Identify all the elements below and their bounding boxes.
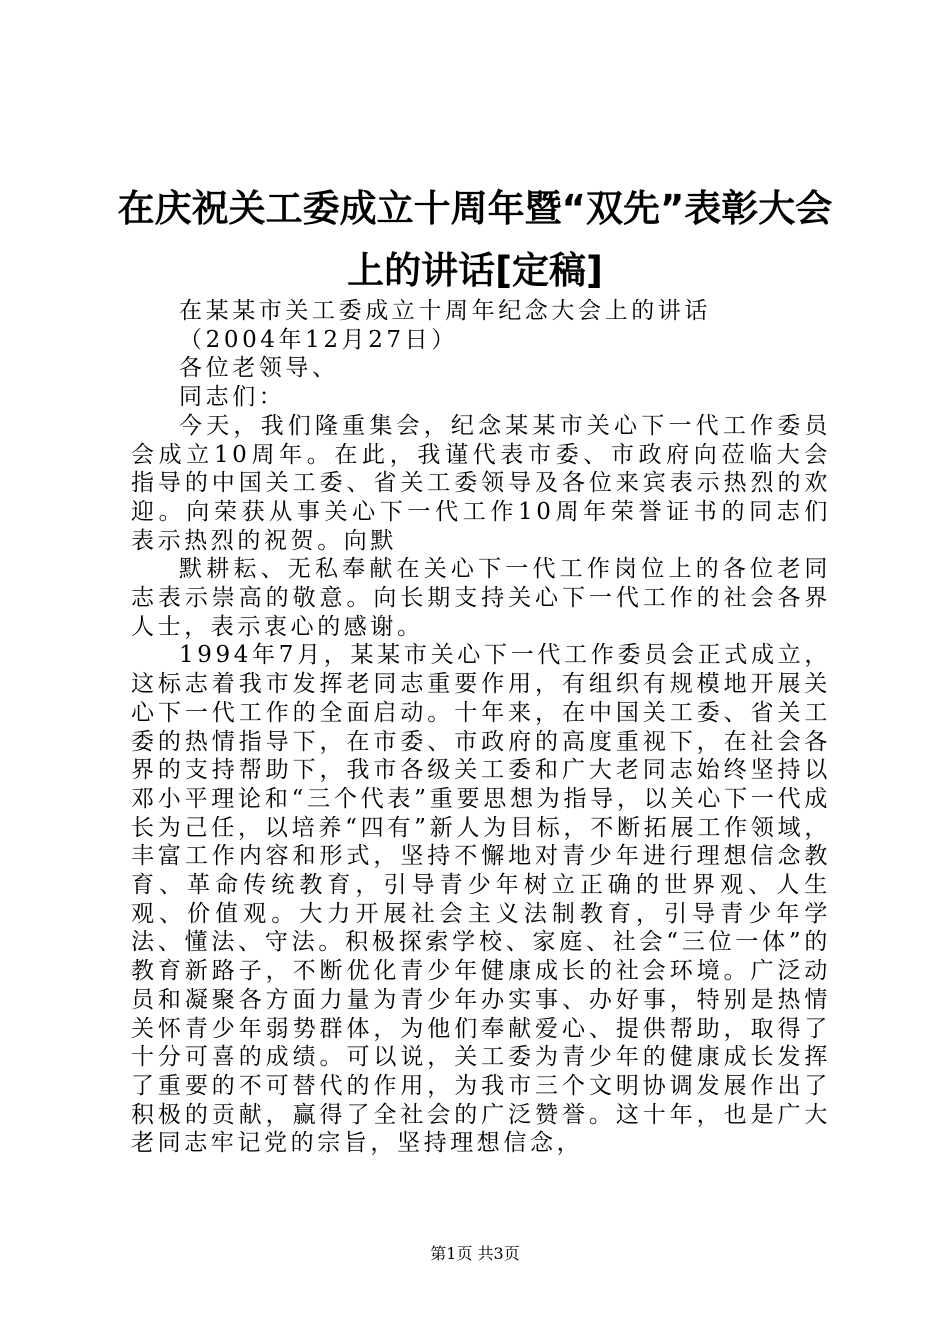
body-paragraph: 默耕耘、无私奉献在关心下一代工作岗位上的各位老同志表示崇高的敬意。向长期支持关心下一代工作的社会各界人士，表示衷心的感谢。 — [131, 556, 831, 640]
speech-date: （2004年12月27日） — [179, 326, 458, 353]
salutation-line-2: 同志们： — [179, 384, 286, 411]
speech-heading: 在某某市关工委成立十周年纪念大会上的讲话 — [179, 298, 711, 324]
document-title — [90, 178, 860, 302]
document-body — [131, 297, 831, 1158]
body-paragraph: 今天，我们隆重集会，纪念某某市关心下一代工作委员会成立10周年。在此，我谨代表市委、市政府向莅临大会指导的中国关工委、省关工委领导及各位来宾表示热烈的欢迎。向荣获从事关心下一代工作10周年荣誉证书的同志们表示热烈的祝贺。向默 — [131, 412, 831, 554]
salutation-line-1: 各位老领导、 — [179, 355, 339, 382]
title-line-2: 上的讲话[定稿] — [347, 249, 603, 292]
body-paragraph: 1994年7月，某某市关心下一代工作委员会正式成立，这标志着我市发挥老同志重要作用，有组织有规模地开展关心下一代工作的全面启动。十年来，在中国关工委、省关工委的热情指导下，在市委、市政府的高度重视下，在社会各界的支持帮助下，我市各级关工委和广大老同志始终坚持以邓小平理论和“三个代表”重要思想为指导，以关心下一代成长为己任，以培养“四有”新人为目标，不断拓展工作领域，丰富工作内容和形式，坚持不懈地对青少年进行理想信念教育、革命传统教育，引导青少年树立正确的世界观、人生观、价值观。大力开展社会主义法制教育，引导青少年学法、懂法、守法。积极探索学校、家庭、社会“三位一体”的教育新路子，不断优化青少年健康成长的社会环境。广泛动员和凝聚各方面力量为青少年办实事、办好事，特别是热情关怀青少年弱势群体，为他们奉献爱心、提供帮助，取得了十分可喜的成绩。可以说，关工委为青少年的健康成长发挥了重要的不可替代的作用，为我市三个文明协调发展作出了积极的贡献，赢得了全社会的广泛赞誉。这十年，也是广大老同志牢记党的宗旨，坚持理想信念， — [131, 642, 831, 1157]
title-line-1: 在庆祝关工委成立十周年暨“双先”表彰大会 — [117, 187, 833, 230]
page-number-footer: 第1页 共3页 — [430, 1244, 520, 1263]
